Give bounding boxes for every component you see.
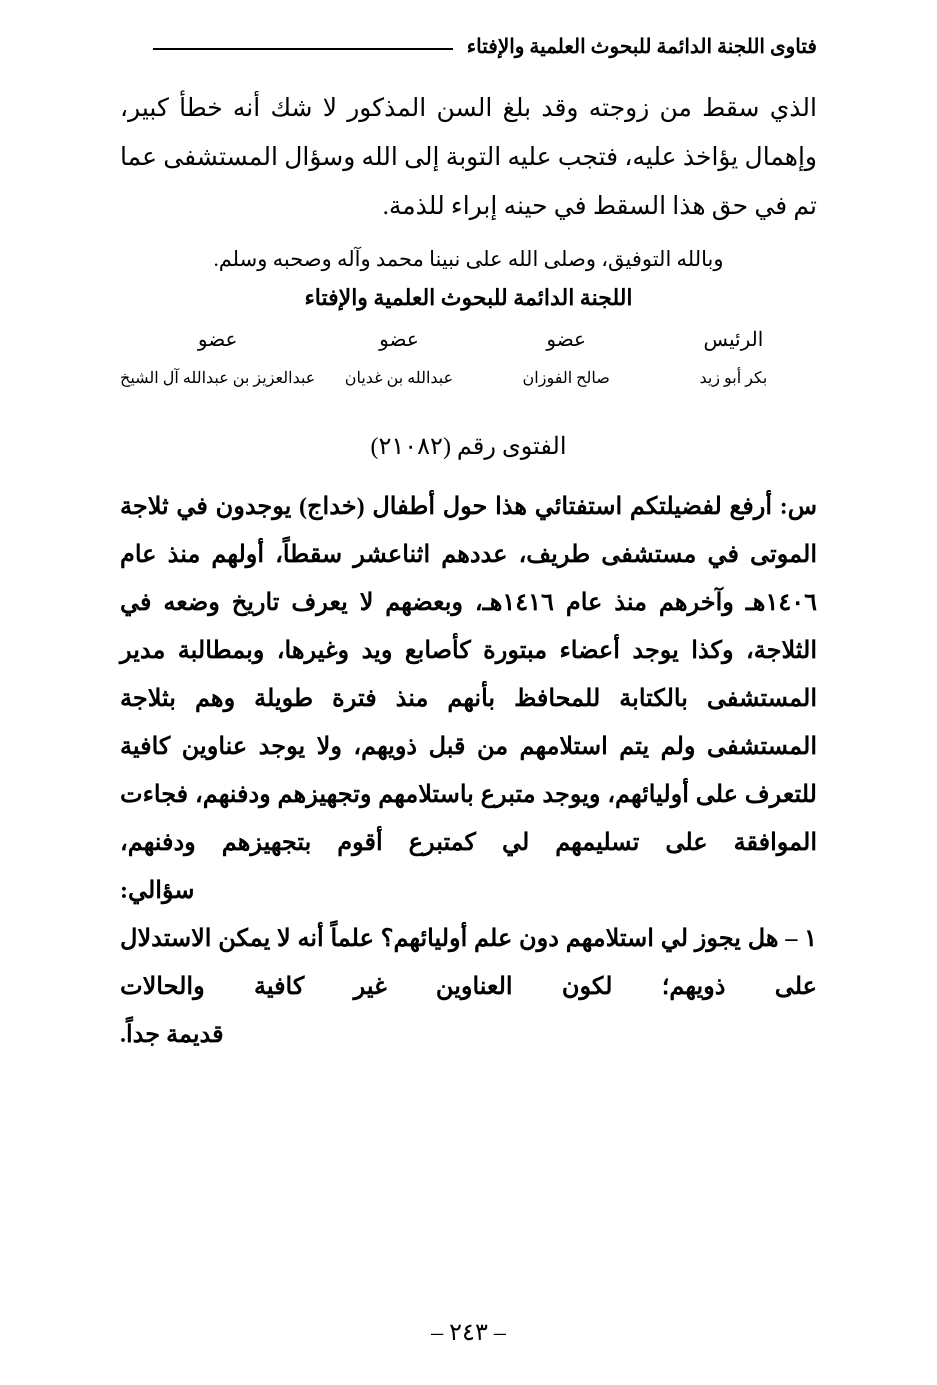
fatwa-question-item-1 xyxy=(120,915,817,1059)
closing-invocation: وبالله التوفيق، وصلى الله على نبينا محمد وآله وصحبه وسلم. xyxy=(213,247,724,272)
page-footer xyxy=(0,1318,937,1347)
question-tail: سؤالي: xyxy=(120,878,195,905)
header-title: فتاوى اللجنة الدائمة للبحوث العلمية والإفتاء xyxy=(466,36,817,58)
signature-block xyxy=(120,327,817,388)
page-header xyxy=(120,34,817,59)
committee-name: اللجنة الدائمة للبحوث العلمية والإفتاء xyxy=(304,285,633,311)
signature-roles-row xyxy=(120,327,817,388)
signature-role: عضو xyxy=(546,329,586,352)
fatwa-number: الفتوى رقم (٢١٠٨٢) xyxy=(370,434,567,461)
signature-column-member-3 xyxy=(120,327,315,388)
signature-name: عبدالله بن غديان xyxy=(344,370,454,388)
fatwa-question-text xyxy=(120,483,817,915)
signature-name: عبدالعزيز بن عبدالله آل الشيخ xyxy=(120,370,316,388)
page-number: – ٢٤٣ – xyxy=(431,1320,506,1346)
signature-column-member-2 xyxy=(315,327,482,388)
signature-role: عضو xyxy=(379,329,419,352)
signature-column-chairman xyxy=(650,327,817,388)
signature-name: بكر أبو زيد xyxy=(699,370,768,388)
signature-name: صالح الفوزان xyxy=(522,370,610,388)
signature-role: الرئيس xyxy=(703,329,764,352)
signature-column-member-1 xyxy=(483,327,650,388)
question-item-body: ١ – هل يجوز لي استلامهم دون علم أوليائهم؟ علماً أنه لا يمكن الاستدلال على ذويهم؛ لكون العناوين غير كافية والحالات xyxy=(120,926,817,1001)
question-body: س: أرفع لفضيلتكم استفتائي هذا حول أطفال (خداج) يوجدون في ثلاجة الموتى في مستشفى طريف، عددهم اثناعشر سقطاً، أولهم منذ عام ١٤٠٦هـ وآخرهم منذ عام ١٤١٦هـ، وبعضهم لا يعرف تاريخ وضعه في الثلاجة، وكذا يوجد أعضاء مبتورة كأصابع ويد وغيرها، وبمطالبة مدير المستشفى بالكتابة للمحافظ بأنهم منذ فترة طويلة وهم بثلاجة المستشفى ولم يتم استلامهم من قبل ذويهم، ولا يوجد عناوين كافية للتعرف على أوليائهم، ويوجد متبرع باستلامهم وتجهيزهم ودفنهم، فجاءت الموافقة على تسليمهم لي كمتبرع أقوم بتجهيزهم ودفنهم، xyxy=(120,494,817,857)
header-divider xyxy=(153,48,453,50)
body-paragraph-1: الذي سقط من زوجته وقد بلغ السن المذكور لا شك أنه خطأ كبير، وإهمال يؤاخذ عليه، فتجب عليه التوبة إلى الله وسؤال المستشفى عما تم في حق هذا السقط في حينه إبراء للذمة. xyxy=(120,95,817,220)
question-item-tail: قديمة جداً. xyxy=(120,1022,224,1049)
signature-role: عضو xyxy=(197,329,238,352)
